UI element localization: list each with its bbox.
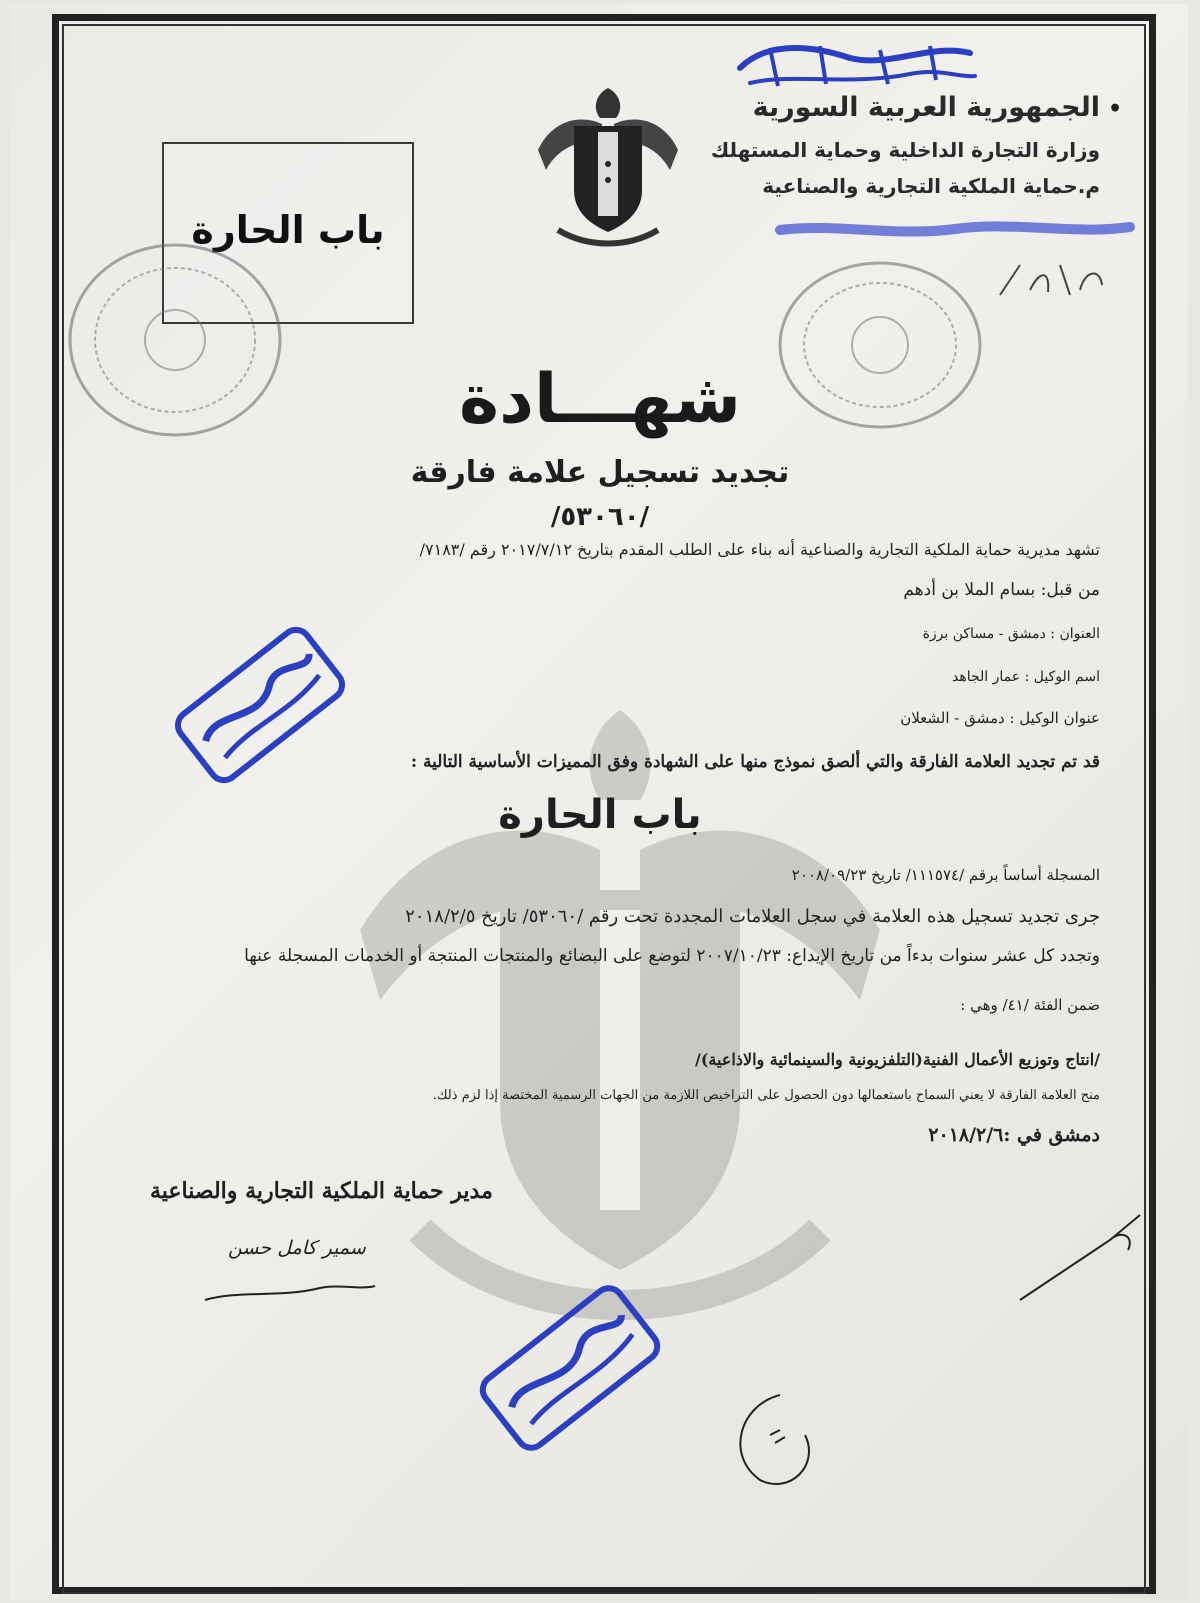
initials-scribble (720, 1385, 830, 1495)
syrian-eagle-emblem (528, 80, 688, 250)
handwritten-date (990, 250, 1110, 310)
trademark-name: باب الحارة (498, 792, 702, 838)
header-directorate: م.حماية الملكية التجارية والصناعية (762, 174, 1100, 198)
request-line: تشهد مديرية حماية الملكية التجارية والصناعية أنه بناء على الطلب المقدم بتاريخ ٢٠١٧/٧/١٢ رقم /٧١٨٣/ (419, 540, 1100, 559)
blue-stamp-line (775, 215, 1135, 245)
note-line: منح العلامة الفارقة لا يعني السماح باستعمالها دون الحصول على التراخيص اللازمة من الجهات الرسمية المختصة إذا لزم ذلك. (432, 1088, 1100, 1103)
signatory-name: سمير كامل حسن (228, 1237, 366, 1259)
blue-stamp-header (730, 28, 980, 98)
registration-line: المسجلة أساساً برقم /١١١٥٧٤/ تاريخ ٢٠٠٨/٠٩/٢٣ (791, 866, 1100, 884)
certificate-number: /٥٣٠٦٠/ (550, 502, 650, 532)
place-date-line: دمشق في :٢٠١٨/٢/٦ (928, 1124, 1100, 1146)
certificate-title: شهـــادة (458, 360, 742, 439)
applicant-line: من قبل: بسام الملا بن أدهم (903, 580, 1100, 600)
address-line: العنوان : دمشق - مساكن برزة (922, 626, 1100, 642)
renewal-statement: قد تم تجديد العلامة الفارقة والتي ألصق نموذج منها على الشهادة وفق المميزات الأساسية التالية : (410, 752, 1100, 772)
renewal-period-line: وتجدد كل عشر سنوات بدءاً من تاريخ الإيداع: ٢٠٠٧/١٠/٢٣ لتوضع على البضائع والمنتجات المنتجة أو الخدمات المسجلة عنها (244, 946, 1100, 966)
renewal-record-line: جرى تجديد تسجيل هذه العلامة في سجل العلامات المجددة تحت رقم /٥٣٠٦٠/ تاريخ ٢٠١٨/٢/٥ (405, 906, 1100, 927)
header-bullet: • (1107, 96, 1122, 122)
signatory-title: مدير حماية الملكية التجارية والصناعية (150, 1178, 493, 1204)
class-line: ضمن الفئة /٤١/ وهي : (960, 996, 1100, 1014)
header-republic: الجمهورية العربية السورية (752, 92, 1100, 123)
blue-stamp-copy-2 (465, 1268, 675, 1468)
blue-stamp-copy-1 (160, 610, 360, 800)
certificate-subtitle: تجديد تسجيل علامة فارقة (410, 455, 790, 490)
services-line: /انتاج وتوزيع الأعمال الفنية(التلفزيونية والسينمائية والاذاعية)/ (695, 1050, 1100, 1069)
trademark-logo-text: باب الحارة (191, 208, 385, 252)
eagle-watermark (300, 670, 940, 1370)
signature-scribble-left (200, 1260, 380, 1310)
signature-scribble-right (1010, 1200, 1150, 1310)
agent-name-line: اسم الوكيل : عمار الجاهد (952, 669, 1100, 685)
agent-address-line: عنوان الوكيل : دمشق - الشعلان (900, 709, 1100, 727)
header-ministry: وزارة التجارة الداخلية وحماية المستهلك (710, 138, 1100, 162)
